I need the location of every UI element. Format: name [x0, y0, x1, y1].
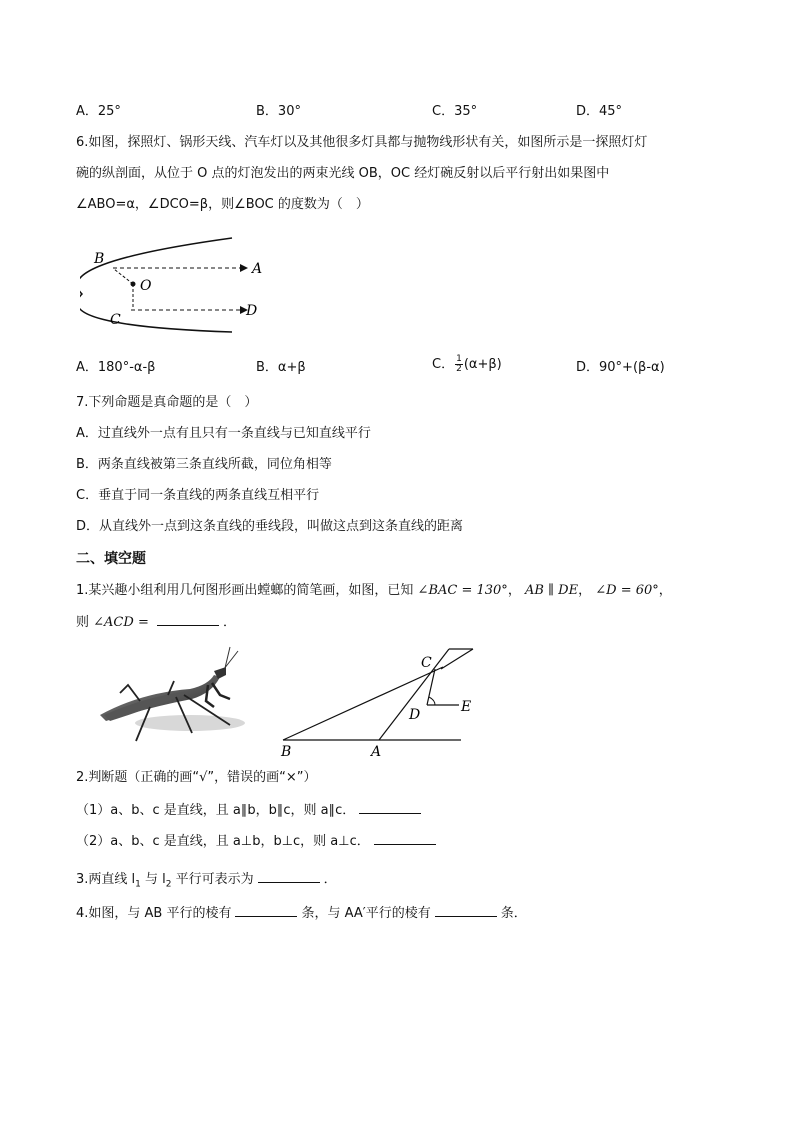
point-o — [131, 282, 136, 287]
f1-cond-ab-parallel-de: AB ∥ DE — [524, 583, 579, 598]
label-c: C — [110, 312, 121, 328]
label-o: O — [140, 278, 152, 294]
mantis-photo — [80, 645, 245, 745]
q7-option-b: B．两条直线被第三条直线所截，同位角相等 — [76, 457, 332, 472]
f2-item2-blank[interactable] — [374, 832, 436, 845]
f2-item2 — [76, 832, 440, 851]
q6-option-b: B．α+β — [256, 360, 306, 375]
f4-blank2[interactable] — [435, 904, 497, 917]
label-d: D — [409, 707, 421, 723]
q5-option-a: A．25° — [76, 104, 121, 119]
arrow-a — [240, 264, 248, 272]
line-ac — [379, 649, 449, 740]
line-bc — [283, 667, 443, 740]
f1-sep1: ， — [507, 583, 521, 598]
f2-stem: 2.判断题（正确的画“√”，错误的画“×”） — [76, 770, 317, 785]
q6-stem-line3: ∠ABO=α，∠DCO=β，则∠BOC 的度数为（ ） — [76, 197, 369, 212]
f1-cond-angle-d: ∠D = 60° — [595, 583, 659, 598]
f3-stem — [76, 870, 337, 894]
section-fill-in-title: 二、填空题 — [76, 551, 146, 567]
label-c: C — [421, 655, 432, 671]
line-top-diag — [441, 649, 473, 669]
f1-line2-prefix: 则 — [76, 615, 90, 630]
f3-end: ． — [323, 872, 337, 887]
label-a: A — [252, 261, 263, 277]
q6-stem-line1: 6.如图，探照灯、锅形天线、汽车灯以及其他很多灯具都与抛物线形状有关，如图所示是一探照灯灯 — [76, 135, 648, 150]
label-b: B — [281, 744, 292, 760]
f1-sep2: ， — [578, 583, 592, 598]
q7-stem: 7.下列命题是真命题的是（ ） — [76, 395, 258, 410]
ray-o-to-b — [114, 269, 133, 284]
fraction-denominator: 2 — [456, 364, 462, 374]
label-d: D — [246, 303, 258, 319]
f2-item1-blank[interactable] — [359, 801, 421, 814]
f2-item2-text: （2）a、b、c 是直线，且 a⊥b，b⊥c，则 a⊥c． — [76, 834, 370, 849]
f2-item1-text: （1）a、b、c 是直线，且 a∥b，b∥c，则 a∥c． — [76, 803, 356, 818]
f1-stem-line2 — [76, 613, 236, 632]
f4-blank1[interactable] — [235, 904, 297, 917]
f3-suffix: 平行可表示为 — [171, 872, 254, 887]
q5-option-d: D．45° — [576, 104, 623, 119]
f4-mid: 条，与 AA′平行的棱有 — [301, 906, 431, 921]
q6-parabola-figure — [80, 228, 280, 338]
f3-mid: 与 l — [140, 872, 166, 887]
q5-option-b: B．30° — [256, 104, 301, 119]
label-e: E — [461, 699, 472, 715]
label-a: A — [371, 744, 382, 760]
q6-option-d: D．90°+(β-α) — [576, 360, 665, 375]
q6-option-c — [432, 355, 502, 374]
f3-answer-blank[interactable] — [258, 870, 320, 883]
f1-cond-angle-bac: ∠BAC = 130° — [417, 583, 508, 598]
f3-sub2: 2 — [165, 879, 172, 890]
f1-line2-suffix: ． — [222, 615, 236, 630]
q7-option-c: C．垂直于同一条直线的两条直线互相平行 — [76, 488, 320, 503]
f3-prefix: 3.两直线 l — [76, 872, 136, 887]
f1-answer-blank[interactable] — [157, 613, 219, 626]
f4-end: 条． — [500, 906, 527, 921]
q7-option-a: A．过直线外一点有且只有一条直线与已知直线平行 — [76, 426, 371, 441]
q5-option-c: C．35° — [432, 104, 478, 119]
q7-option-d: D．从直线外一点到这条直线的垂线段，叫做这点到这条直线的距离 — [76, 519, 464, 534]
q6-option-c-suffix: (α+β) — [463, 357, 502, 372]
f4-prefix: 4.如图，与 AB 平行的棱有 — [76, 906, 232, 921]
f1-angle-acd: ∠ACD = — [93, 615, 149, 630]
angle-d-arc — [429, 697, 435, 705]
f3-sub1: 1 — [135, 879, 141, 890]
fraction-numerator: 1 — [456, 354, 462, 364]
f1-text: 1.某兴趣小组利用几何图形画出螳螂的简笔画，如图，已知 — [76, 583, 414, 598]
label-b: B — [94, 251, 105, 267]
f2-item1 — [76, 801, 425, 820]
mantis-antenna — [224, 647, 238, 669]
f1-geometry-figure — [275, 645, 475, 760]
f1-sep3: ， — [658, 583, 672, 598]
q6-option-c-prefix: C． — [432, 357, 455, 372]
f4-stem — [76, 904, 527, 923]
q6-option-a: A．180°-α-β — [76, 360, 156, 375]
q6-option-c-fraction — [455, 355, 463, 374]
q6-stem-line2: 碗的纵剖面，从位于 O 点的灯泡发出的两束光线 OB，OC 经灯碗反射以后平行射出如果图中 — [76, 166, 610, 181]
f1-stem-line1 — [76, 582, 672, 600]
